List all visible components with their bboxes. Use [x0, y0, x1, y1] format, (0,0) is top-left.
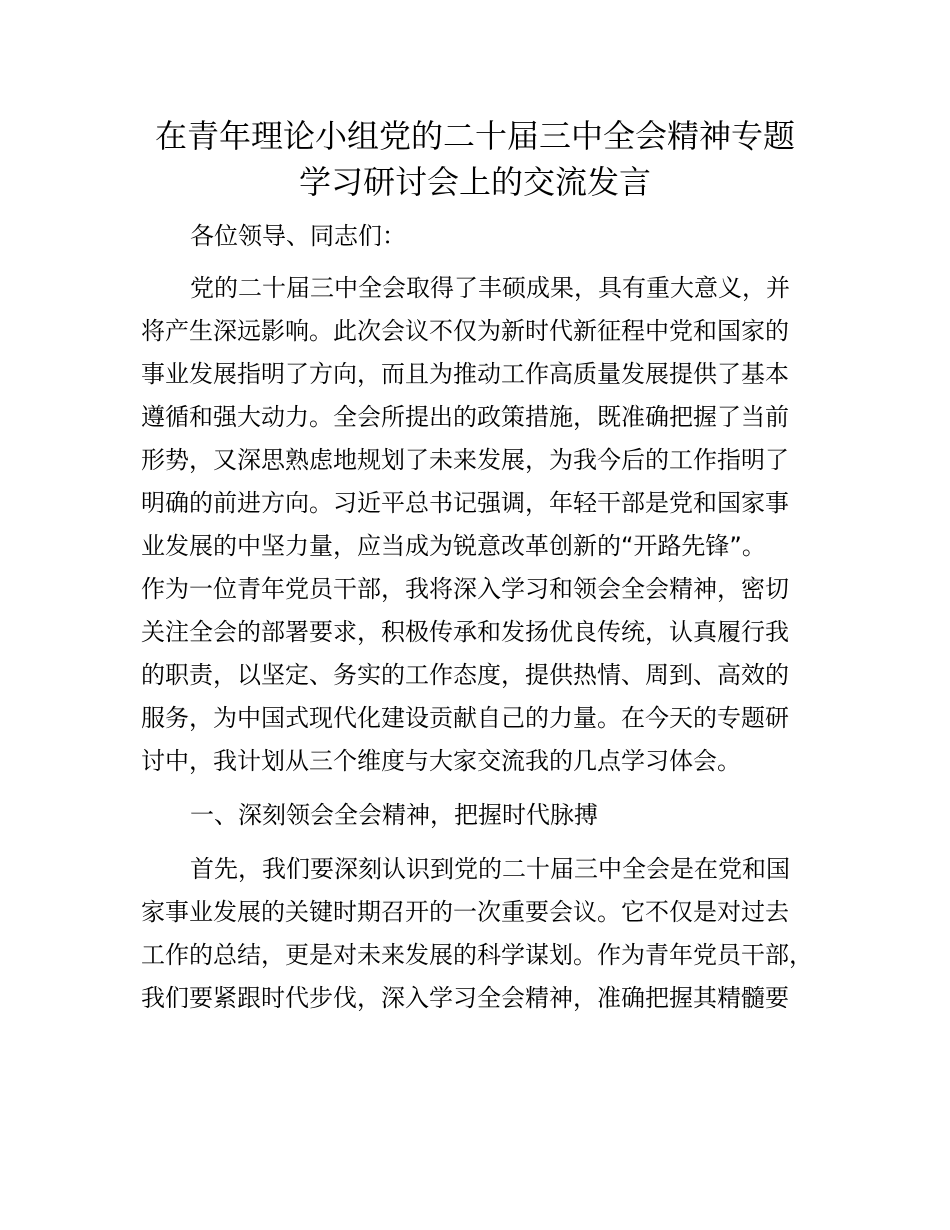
section-1-heading: 一、深刻领会全会精神，把握时代脉搏	[190, 801, 598, 829]
paragraph-1-line: 明确的前进方向。习近平总书记强调，年轻干部是党和国家事	[141, 489, 789, 517]
paragraph-1-line: 服务，为中国式现代化建设贡献自己的力量。在今天的专题研	[141, 704, 789, 732]
paragraph-2-line: 家事业发展的关键时期召开的一次重要会议。它不仅是对过去	[141, 898, 789, 926]
paragraph-1-line: 遵循和强大动力。全会所提出的政策措施，既准确把握了当前	[141, 403, 789, 431]
salutation: 各位领导、同志们：	[190, 222, 406, 250]
paragraph-1-line: 将产生深远影响。此次会议不仅为新时代新征程中党和国家的	[141, 317, 789, 345]
paragraph-1-line: 作为一位青年党员干部，我将深入学习和领会全会精神，密切	[141, 575, 789, 603]
document-title-line-1: 在青年理论小组党的二十届三中全会精神专题	[154, 117, 795, 155]
paragraph-1-line: 讨中，我计划从三个维度与大家交流我的几点学习体会。	[141, 747, 741, 775]
paragraph-1-line: 关注全会的部署要求，积极传承和发扬优良传统，认真履行我	[141, 618, 789, 646]
paragraph-1-line: 业发展的中坚力量，应当成为锐意改革创新的“开路先锋”。	[141, 532, 766, 560]
paragraph-1-line: 形势，又深思熟虑地规划了未来发展，为我今后的工作指明了	[141, 446, 789, 474]
paragraph-2-line: 我们要紧跟时代步伐，深入学习全会精神，准确把握其精髓要	[141, 984, 789, 1012]
paragraph-1-line: 事业发展指明了方向，而且为推动工作高质量发展提供了基本	[141, 360, 789, 388]
paragraph-2-line: 工作的总结，更是对未来发展的科学谋划。作为青年党员干部，	[141, 941, 813, 969]
document-title-line-2: 学习研讨会上的交流发言	[298, 163, 651, 201]
paragraph-1-line: 的职责，以坚定、务实的工作态度，提供热情、周到、高效的	[141, 661, 789, 689]
paragraph-1-line: 党的二十届三中全会取得了丰硕成果，具有重大意义，并	[190, 274, 790, 302]
paragraph-2-line: 首先，我们要深刻认识到党的二十届三中全会是在党和国	[190, 855, 790, 883]
